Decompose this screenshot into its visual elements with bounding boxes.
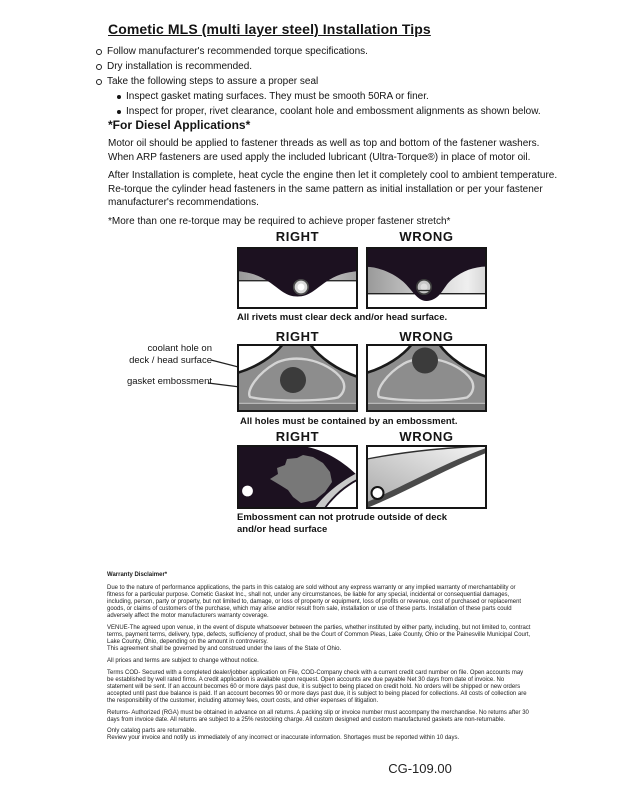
page-number: CG-109.00 [388, 761, 452, 776]
sub-bullet-text: Inspect for proper, rivet clearance, coolant hole and embossment alignments as shown below. [126, 106, 541, 117]
retorque-note: *More than one re-torque may be required to achieve proper fastener stretch* [108, 216, 451, 227]
disclaimer-paragraph: Returns- Authorized (RGA) must be obtained in advance on all returns. A packing slip or invoice number must accompany the merchandise. No returns after 30 days from invoice date. All returns are subject to a 25% restocking charge. All custom designed and custom manufactured gaskets are non-returnable. [107, 709, 529, 723]
gasket-embossment-label: gasket embossment [126, 376, 212, 387]
bullet-text: Follow manufacturer's recommended torque specifications. [107, 46, 368, 57]
disclaimer-paragraph: VENUE-The agreed upon venue, in the event of dispute whatsoever between the parties, whether instituted by either party, including, but not limited to, contract terms, payment terms, delivery, type, defects, sufficiency of product, shall be the Court of Common Pleas, Lake County, Ohio or the Painesville Municipal Court, Lake County, Ohio, depending on the amount in controversy. This agreement shall be governed by and construed under the laws of the State of Ohio. [107, 625, 531, 653]
disclaimer-paragraph: Only catalog parts are returnable. Review your invoice and notify us immediately of any incorrect or inaccurate information. Shortages must be reported within 10 days. [107, 728, 460, 742]
wrong-label-protrusion: WRONG [399, 429, 454, 444]
sub-bullet-item [117, 104, 566, 119]
rivet-caption: All rivets must clear deck and/or head surface. [237, 312, 448, 323]
bullet-icon [96, 64, 102, 70]
diesel-paragraph: After Installation is complete, heat cycle the engine then let it completely cool to ambient temperature. Re-torque the cylinder head fasteners in the same pattern as initial installation or per your fastener manufacturer's recommendations. [108, 170, 558, 208]
bullet-item [96, 74, 566, 89]
disclaimer-paragraph: Due to the nature of performance applications, the parts in this catalog are sold without any express warranty or any implied warranty of merchantability or fitness for a particular purpose. Cometic Gasket Inc., shall not, under any circumstances, be liable for any special, incidental or consequential damages, including, person, party or property, but not limited to, damage, or loss of property or equipment, loss of profits or revenue, cost of purchased or replacement goods, or claims of customers of the purchase, which may arise and/or result from sale, installation or use of these parts. Installation of these parts could adversely affect the motor manufacturers warranty coverage. [107, 585, 522, 620]
sub-bullet-icon [117, 110, 121, 114]
warranty-disclaimer [107, 572, 531, 747]
bullet-icon [96, 79, 102, 85]
coolant-hole [280, 367, 306, 393]
embossment-protrusion-right-diagram [237, 445, 358, 509]
disclaimer-paragraph: All prices and terms are subject to change without notice. [107, 657, 259, 664]
disclaimer-paragraph: Terms COD- Secured with a completed dealer/jobber application on File, COD-Company check with a current credit card number on file. Open accounts may be established by well rated firms. A credit application is available upon request. Open accounts are due payable Net 30 days from date of invoice. No statement will be sent. If an account becomes 60 or more days past due, it is subject to being placed on credit hold. No orders will be shipped or new orders accepted until past due balance is paid. If an account becomes 90 or more days past due, it is subject to being placed for collections. All costs of collection are the responsibility of the customer, including attorney fees, court costs, and other expenses of litigation. [107, 669, 527, 704]
rivet-clearance-wrong-diagram [366, 247, 487, 309]
right-label-holes: RIGHT [275, 329, 320, 344]
sub-bullet-item [117, 89, 566, 104]
bullet-item [96, 59, 566, 74]
holes-caption: All holes must be contained by an embossment. [240, 416, 458, 427]
diesel-paragraph: Motor oil should be applied to fastener threads as well as top and bottom of the fastener washers. When ARP fasteners are used apply the included lubricant (Ultra-Torque®) in place of motor oil. [108, 138, 540, 163]
embossment-containment-right-diagram [237, 344, 358, 412]
wrong-label-holes: WRONG [399, 329, 454, 344]
diesel-heading: *For Diesel Applications* [108, 118, 251, 132]
bullet-list [96, 44, 566, 119]
bolt-hole [242, 486, 253, 497]
wrong-label-rivet: WRONG [399, 229, 454, 244]
bullet-text: Dry installation is recommended. [107, 61, 253, 72]
warranty-disclaimer-heading: Warranty Disclaimer* [107, 572, 168, 578]
sub-bullet-icon [117, 95, 121, 99]
embossment-containment-wrong-diagram [366, 344, 487, 412]
bullet-icon [96, 49, 102, 55]
page-title: Cometic MLS (multi layer steel) Installation Tips [108, 21, 431, 37]
bullet-text: Take the following steps to assure a proper seal [107, 76, 319, 87]
coolant-hole-label: coolant hole on deck / head surface [129, 343, 212, 366]
rivet-clearance-right-diagram [237, 247, 358, 309]
sub-bullet-text: Inspect gasket mating surfaces. They must be smooth 50RA or finer. [126, 91, 429, 102]
bolt-hole [372, 487, 384, 499]
embossment-caption: Embossment can not protrude outside of deck and/or head surface [237, 512, 448, 535]
embossment-protrusion-wrong-diagram [366, 445, 487, 509]
coolant-hole [412, 348, 438, 374]
bullet-item [96, 44, 566, 59]
right-label-rivet: RIGHT [275, 229, 320, 244]
right-label-protrusion: RIGHT [275, 429, 320, 444]
